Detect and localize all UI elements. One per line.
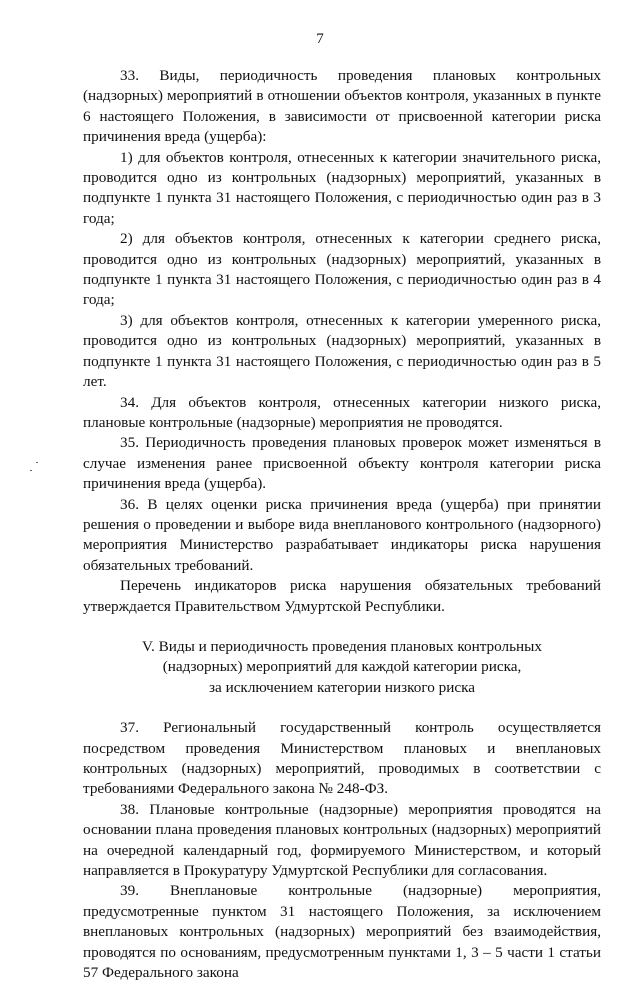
paragraph-36-list-note: Перечень индикаторов риска нарушения обязательных требований утверждается Правительством Удмуртской Республики. <box>83 577 601 615</box>
paragraph-35: 35. Периодичность проведения плановых проверок может изменяться в случае изменения ранее присвоенной объекту контроля категории риска причинения вреда (ущерба). <box>83 434 601 493</box>
document-body <box>83 66 601 983</box>
paragraph-36: 36. В целях оценки риска причинения вреда (ущерба) при принятии решения о проведении и выборе вида внепланового контрольного (надзорного) мероприятия Министерство разрабатывает индикаторы риска нарушения обязательных требований. <box>83 495 601 574</box>
scan-speck <box>30 470 32 471</box>
paragraph-37: 37. Региональный государственный контроль осуществляется посредством проведения Министерством плановых и внеплановых контрольных (надзорных) мероприятий, проводимых в соответствии с требованиями Федерального закона № 248-ФЗ. <box>83 719 601 798</box>
paragraph-33: 33. Виды, периодичность проведения плановых контрольных (надзорных) мероприятий в отношении объектов контроля, указанных в пункте 6 настоящего Положения, в зависимости от присвоенной категории риска причинения вреда (ущерба): <box>83 67 601 146</box>
section-heading-line: за исключением категории низкого риска <box>209 678 475 696</box>
section-heading <box>83 637 601 698</box>
scan-speck <box>36 462 38 463</box>
paragraph-38: 38. Плановые контрольные (надзорные) мероприятия проводятся на основании плана проведения плановых контрольных (надзорных) мероприятий на очередной календарный год, формируемого Министерством, и который направляется в Прокуратуру Удмуртской Республики для согласования. <box>83 800 601 880</box>
paragraph-33-item-1: 1) для объектов контроля, отнесенных к категории значительного риска, проводится одно из контрольных (надзорных) мероприятий, указанных в подпункте 1 пункта 31 настоящего Положения, с периодичностью один раз в 3 года; <box>83 148 601 227</box>
paragraph-33-item-3: 3) для объектов контроля, отнесенных к категории умеренного риска, проводится одно из контрольных (надзорных) мероприятий, указанных в подпункте 1 пункта 31 настоящего Положения, с периодичностью один раз в 5 лет. <box>83 311 601 391</box>
section-heading-line: (надзорных) мероприятий для каждой категории риска, <box>162 658 522 676</box>
paragraph-34: 34. Для объектов контроля, отнесенных категории низкого риска, плановые контрольные (надзорные) мероприятия не проводятся. <box>83 393 601 431</box>
page-number: 7 <box>316 31 324 47</box>
paragraph-39: 39. Внеплановые контрольные (надзорные) мероприятия, предусмотренные пунктом 31 настоящего Положения, за исключением внеплановых контрольных (надзорных) мероприятий без взаимодействия, проводятся по основаниям, предусмотренным пунктами 1, 3 – 5 части 1 статьи 57 Федерального закона <box>83 882 601 982</box>
section-heading-line: V. Виды и периодичность проведения плановых контрольных <box>142 637 542 655</box>
paragraph-33-item-2: 2) для объектов контроля, отнесенных к категории среднего риска, проводится одно из контрольных (надзорных) мероприятий, указанных в подпункте 1 пункта 31 настоящего Положения, с периодичностью один раз в 4 года; <box>83 230 601 309</box>
